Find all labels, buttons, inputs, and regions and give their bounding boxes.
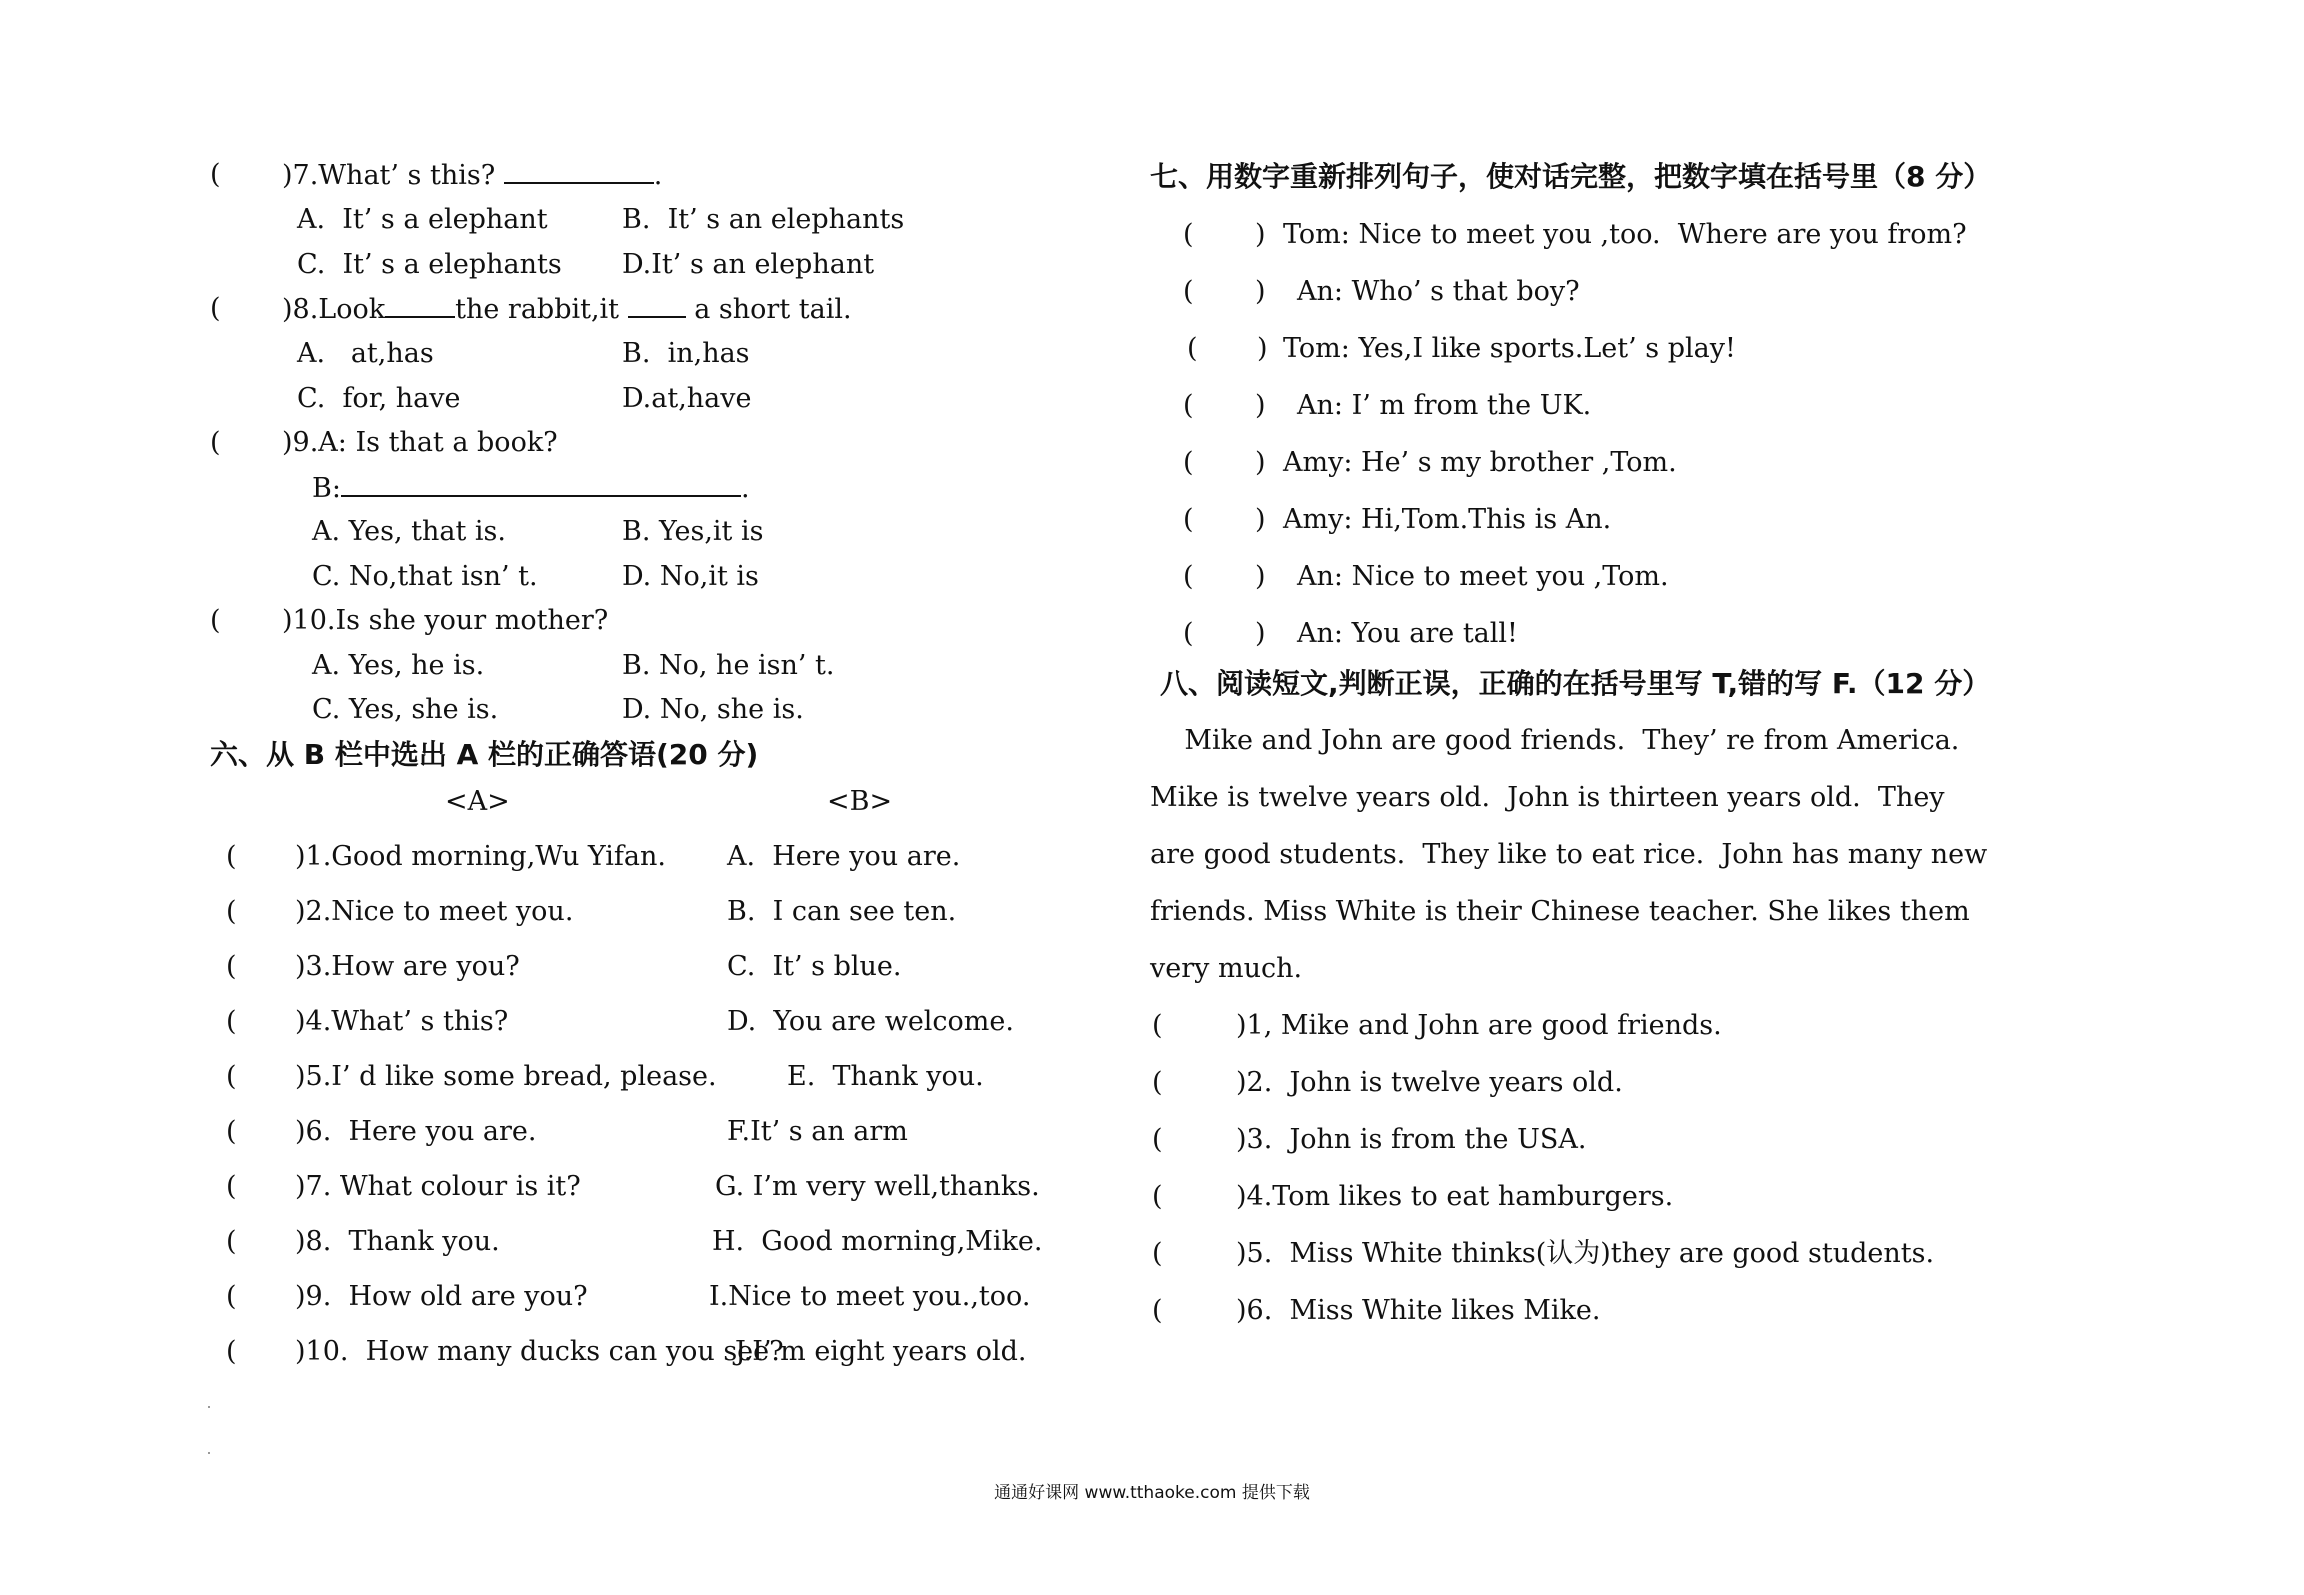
answer-paren[interactable]: ( — [210, 293, 221, 324]
answer-paren[interactable]: ( — [1183, 618, 1194, 649]
dialogue-line: An: Who’ s that boy? — [1297, 276, 1580, 307]
answer-paren[interactable]: ( — [226, 1226, 237, 1257]
answer-paren[interactable]: ( — [1183, 504, 1194, 535]
section-8-heading: 八、阅读短文,判断正误，正确的在括号里写 T,错的写 F.（12 分） — [1160, 667, 1991, 700]
matching-question: )10. How many ducks can you see? — [295, 1336, 784, 1367]
option-c: C. for, have — [297, 383, 461, 414]
dialogue-line: An: Nice to meet you ,Tom. — [1297, 561, 1669, 592]
option-a: A. It’ s a elephant — [297, 204, 548, 235]
option-b: B. in,has — [622, 338, 750, 369]
column-a-label: <A> — [445, 786, 510, 817]
answer-paren[interactable]: ( — [226, 896, 237, 927]
answer-paren[interactable]: ( — [210, 605, 221, 636]
option-d: D.It’ s an elephant — [622, 249, 875, 280]
option-d: D.at,have — [622, 383, 752, 414]
section-7-heading: 七、用数字重新排列句子，使对话完整，把数字填在括号里（8 分） — [1150, 160, 1992, 193]
scan-mark — [208, 1452, 210, 1454]
option-b: B. It’ s an elephants — [622, 204, 905, 235]
dialogue-line: Tom: Nice to meet you ,too. Where are you from? — [1283, 219, 1967, 250]
answer-paren[interactable]: ( — [1152, 1181, 1163, 1212]
matching-answer: D. You are welcome. — [727, 1006, 1014, 1037]
answer-paren[interactable]: ( — [210, 427, 221, 458]
matching-question: )7. What colour is it? — [295, 1171, 581, 1202]
answer-paren[interactable]: ( — [210, 159, 221, 190]
answer-paren[interactable]: ( — [226, 1281, 237, 1312]
answer-paren[interactable]: ( — [1183, 219, 1194, 250]
matching-question: )4.What’ s this? — [295, 1006, 509, 1037]
passage-line: friends. Miss White is their Chinese teacher. She likes them — [1150, 896, 1970, 927]
matching-answer: H. Good morning,Mike. — [712, 1226, 1043, 1257]
matching-answer: J.I’ m eight years old. — [735, 1336, 1027, 1367]
question-number: )8. — [282, 294, 319, 325]
footer-source: 通通好课网 www.tthaoke.com 提供下载 — [994, 1483, 1310, 1503]
fill-blank[interactable] — [385, 292, 455, 318]
question-number: )10. — [282, 605, 336, 636]
question-stem: What’ s this? — [318, 160, 496, 191]
scan-mark — [208, 1406, 210, 1408]
question-stem: A: Is that a book? — [318, 427, 558, 458]
dialogue-line: Amy: Hi,Tom.This is An. — [1283, 504, 1612, 535]
matching-question: )9. How old are you? — [295, 1281, 588, 1312]
matching-answer: F.It’ s an arm — [727, 1116, 908, 1147]
answer-paren[interactable]: ( — [226, 1171, 237, 1202]
answer-paren[interactable]: ( — [1183, 390, 1194, 421]
answer-paren[interactable]: ( — [226, 951, 237, 982]
option-b: B. No, he isn’ t. — [622, 650, 835, 681]
answer-paren[interactable]: ( — [226, 1336, 237, 1367]
fill-blank[interactable] — [628, 292, 686, 318]
matching-question: )8. Thank you. — [295, 1226, 500, 1257]
option-d: D. No,it is — [622, 561, 759, 592]
dialogue-line: Amy: He’ s my brother ,Tom. — [1283, 447, 1677, 478]
question-number: )7. — [282, 160, 319, 191]
matching-answer: E. Thank you. — [787, 1061, 984, 1092]
statement: )3. John is from the USA. — [1236, 1124, 1587, 1155]
answer-paren[interactable]: ( — [226, 1006, 237, 1037]
matching-question: )5.I’ d like some bread, please. — [295, 1061, 717, 1092]
matching-question: )3.How are you? — [295, 951, 520, 982]
dialogue-line: An: You are tall! — [1297, 618, 1518, 649]
option-c: C. No,that isn’ t. — [312, 561, 538, 592]
passage-line: are good students. They like to eat rice. John has many new — [1150, 839, 1988, 870]
matching-answer: C. It’ s blue. — [727, 951, 902, 982]
answer-paren[interactable]: ( — [1152, 1238, 1163, 1269]
dialogue-line: Tom: Yes,I like sports.Let’ s play! — [1283, 333, 1736, 364]
statement: )6. Miss White likes Mike. — [1236, 1295, 1601, 1326]
option-a: A. Yes, that is. — [312, 516, 506, 547]
matching-answer: B. I can see ten. — [727, 896, 957, 927]
answer-paren[interactable]: ( — [226, 1116, 237, 1147]
statement: )5. Miss White thinks(认为)they are good students. — [1236, 1238, 1935, 1269]
answer-paren[interactable]: ( — [226, 1061, 237, 1092]
option-a: A. at,has — [297, 338, 434, 369]
matching-question: )1.Good morning,Wu Yifan. — [295, 841, 666, 872]
statement: )1, Mike and John are good friends. — [1236, 1010, 1722, 1041]
matching-question: )2.Nice to meet you. — [295, 896, 574, 927]
option-c: C. It’ s a elephants — [297, 249, 562, 280]
answer-paren[interactable]: ( — [1187, 333, 1198, 364]
matching-answer: A. Here you are. — [727, 841, 961, 872]
statement: )4.Tom likes to eat hamburgers. — [1236, 1181, 1674, 1212]
answer-paren[interactable]: ( — [1152, 1010, 1163, 1041]
matching-answer: I.Nice to meet you.,too. — [709, 1281, 1031, 1312]
option-d: D. No, she is. — [622, 694, 804, 725]
fill-blank[interactable] — [341, 471, 741, 497]
column-b-label: <B> — [827, 786, 893, 817]
answer-paren[interactable]: ( — [1183, 447, 1194, 478]
answer-paren[interactable]: ( — [1152, 1067, 1163, 1098]
option-a: A. Yes, he is. — [312, 650, 485, 681]
question-stem: Is she your mother? — [335, 605, 609, 636]
question-number: )9. — [282, 427, 319, 458]
passage-line: Mike is twelve years old. John is thirteen years old. They — [1150, 782, 1945, 813]
section-6-heading: 六、从 B 栏中选出 A 栏的正确答语(20 分) — [210, 738, 759, 771]
answer-paren[interactable]: ( — [1152, 1124, 1163, 1155]
answer-paren[interactable]: ( — [1183, 561, 1194, 592]
matching-question: )6. Here you are. — [295, 1116, 537, 1147]
matching-answer: G. I’m very well,thanks. — [715, 1171, 1040, 1202]
dialogue-line: An: I’ m from the UK. — [1297, 390, 1592, 421]
answer-paren[interactable]: ( — [226, 841, 237, 872]
fill-blank[interactable] — [504, 158, 654, 184]
passage-line: Mike and John are good friends. They’ re from America. — [1150, 725, 1960, 756]
option-b: B. Yes,it is — [622, 516, 764, 547]
answer-paren[interactable]: ( — [1152, 1295, 1163, 1326]
statement: )2. John is twelve years old. — [1236, 1067, 1623, 1098]
option-c: C. Yes, she is. — [312, 694, 499, 725]
answer-paren[interactable]: ( — [1183, 276, 1194, 307]
passage-line: very much. — [1150, 953, 1303, 984]
